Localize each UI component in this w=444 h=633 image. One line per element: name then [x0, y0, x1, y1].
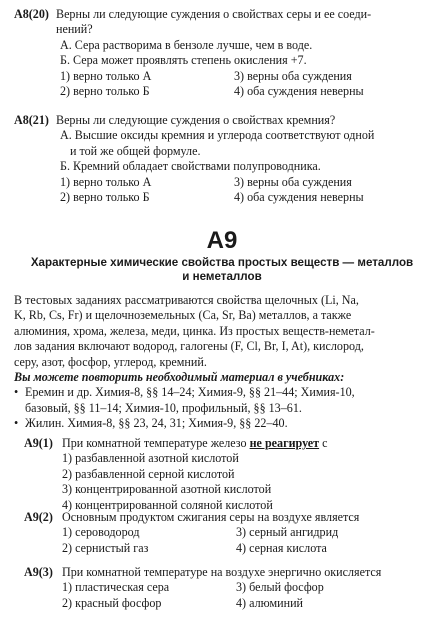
answer-options — [62, 580, 438, 611]
question-text: Верны ли следующие суждения о свойствах кремния? — [56, 113, 336, 127]
option-1[interactable]: 1) верно только А — [60, 68, 152, 83]
question-a9-3 — [24, 565, 438, 611]
question-text: Верны ли следующие суждения о свойствах серы и ее соеди- нений? — [56, 7, 372, 37]
option-1[interactable]: 1) разбавленной азотной кислотой — [62, 451, 239, 466]
option-2[interactable]: 2) верно только Б — [60, 190, 150, 205]
textbook-item: • Жилин. Химия-8, §§ 23, 24, 31; Химия-9, §§ 22–40. — [14, 416, 432, 431]
question-a9-2 — [24, 510, 438, 556]
section-intro: В тестовых заданиях рассматриваются свойства щелочных (Li, Na, K, Rb, Cs, Fr) и щелочноземельных (Ca, Sr, Ba) металлов, а также алюминия, хрома, железа, меди, цинка. Из простых веществ-неметал- лов задания включают водород, галогены (F, Cl, Br, I, At), кислород, серу, азот, фосфор, углерод, кремний. — [14, 293, 375, 369]
option-3[interactable]: 3) верны оба суждения — [234, 174, 352, 189]
option-3[interactable]: 3) верны оба суждения — [234, 68, 352, 83]
question-text: При комнатной температуре на воздухе энергично окисляется — [62, 565, 382, 579]
option-3[interactable]: 3) серный ангидрид — [236, 525, 339, 540]
option-3[interactable]: 3) белый фосфор — [236, 580, 324, 595]
option-1[interactable]: 1) сероводород — [62, 525, 140, 540]
option-4[interactable]: 4) оба суждения неверны — [234, 190, 364, 205]
option-2[interactable]: 2) сернистый газ — [62, 540, 149, 555]
section-title: A9 — [206, 227, 238, 254]
question-number: А8(20) — [14, 7, 49, 21]
option-4[interactable]: 4) концентрированной соляной кислотой — [62, 497, 273, 512]
question-a9-1 — [24, 436, 438, 513]
option-1[interactable]: 1) верно только А — [60, 174, 152, 189]
section-subtitle: Характерные химические свойства простых веществ — металлов и неметаллов — [30, 256, 414, 283]
answer-options — [62, 525, 438, 556]
repeat-heading: Вы можете повторить необходимый материал в учебниках: — [14, 370, 345, 384]
statement-a: А. Сера растворима в бензоле лучше, чем в воде. — [60, 37, 313, 52]
question-number: А9(3) — [24, 565, 53, 579]
question-a8-21 — [14, 113, 438, 205]
question-a8-20 — [14, 7, 438, 99]
answer-options — [62, 451, 438, 513]
option-1[interactable]: 1) пластическая сера — [62, 580, 170, 595]
option-2[interactable]: 2) верно только Б — [60, 84, 150, 99]
option-4[interactable]: 4) алюминий — [236, 595, 304, 610]
question-text: Основным продуктом сжигания серы на воздухе является — [62, 510, 360, 524]
statement-b: Б. Сера может проявлять степень окисления +7. — [60, 53, 307, 68]
option-2[interactable]: 2) разбавленной серной кислотой — [62, 466, 235, 481]
statement-a: А. Высшие оксиды кремния и углерода соответствуют одной и той же общей формуле. — [60, 128, 375, 158]
textbook-references — [14, 370, 432, 432]
answer-options — [60, 69, 438, 100]
answer-options — [60, 175, 438, 206]
option-4[interactable]: 4) оба суждения неверны — [234, 84, 364, 99]
textbook-item: • Еремин и др. Химия-8, §§ 14–24; Химия-9, §§ 21–44; Химия-10, базовый, §§ 11–14; Химия-10, профильный, §§ 13–61. — [14, 385, 432, 416]
option-2[interactable]: 2) красный фосфор — [62, 595, 162, 610]
option-3[interactable]: 3) концентрированной азотной кислотой — [62, 482, 272, 497]
question-text: При комнатной температуре железо не реагирует с — [62, 436, 328, 450]
question-number: А9(1) — [24, 436, 53, 450]
question-number: А8(21) — [14, 113, 49, 127]
question-number: А9(2) — [24, 510, 53, 524]
option-4[interactable]: 4) серная кислота — [236, 540, 327, 555]
emphasis-text: не реагирует — [249, 436, 320, 450]
statement-b: Б. Кремний обладает свойствами полупроводника. — [60, 159, 321, 174]
